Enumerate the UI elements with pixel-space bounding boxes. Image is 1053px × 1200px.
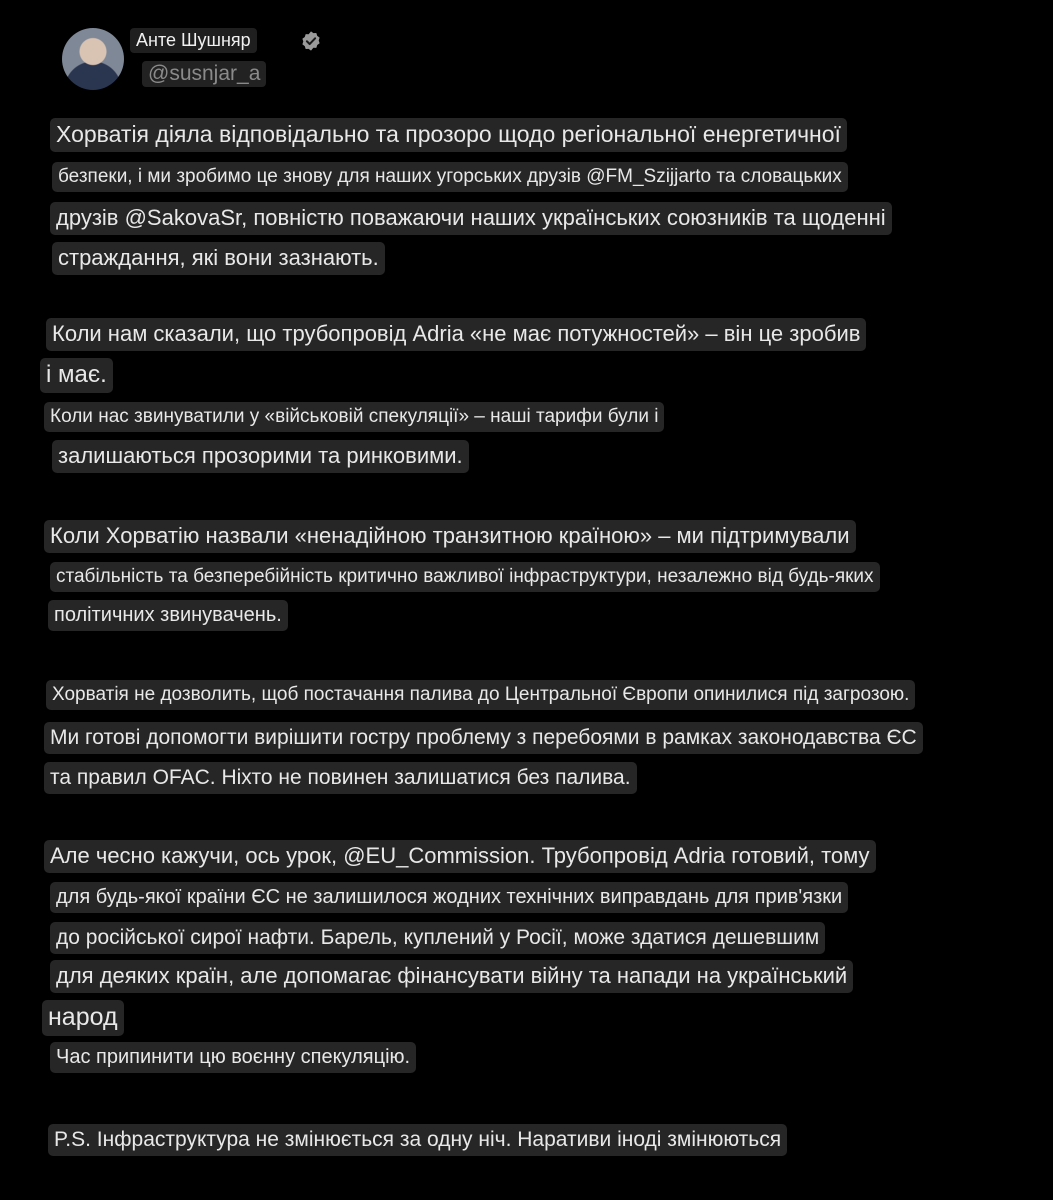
- tweet-line-3: друзів @SakovaSr, повністю поважаючи наших українських союзників та щоденні: [50, 202, 892, 235]
- tweet-line-7: Коли нас звинуватили у «військовій спекуляції» – наші тарифи були і: [44, 402, 664, 432]
- author-name[interactable]: Анте Шушняр: [130, 28, 257, 53]
- tweet-line-16: для будь-якої країни ЄС не залишилося жодних технічних виправдань для прив'язки: [50, 882, 848, 913]
- tweet-line-14: та правил OFAC. Ніхто не повинен залишатися без палива.: [44, 762, 637, 794]
- tweet-line-11: політичних звинувачень.: [48, 600, 288, 631]
- tweet-line-17: до російської сирої нафти. Барель, куплений у Росії, може здатися дешевшим: [50, 922, 825, 954]
- avatar[interactable]: [62, 28, 124, 90]
- tweet-line-21: P.S. Інфраструктура не змінюється за одну ніч. Наративи іноді змінюються: [48, 1124, 787, 1156]
- tweet-line-9: Коли Хорватію назвали «ненадійною транзитною країною» – ми підтримували: [44, 520, 856, 553]
- tweet-line-6: і має.: [40, 358, 113, 393]
- author-handle[interactable]: @susnjar_a: [142, 61, 266, 87]
- tweet-line-20: Час припинити цю воєнну спекуляцію.: [50, 1042, 416, 1073]
- tweet-line-4: страждання, які вони зазнають.: [52, 242, 385, 275]
- tweet-line-13: Ми готові допомогти вирішити гостру проблему з перебоями в рамках законодавства ЄС: [44, 722, 923, 754]
- tweet-header: [62, 24, 362, 94]
- tweet-line-18: для деяких країн, але допомагає фінансувати війну та напади на український: [50, 960, 853, 993]
- verified-badge-icon: [300, 30, 322, 52]
- tweet-line-10: стабільність та безперебійність критично важливої інфраструктури, незалежно від будь-яких: [50, 562, 880, 592]
- tweet-line-15: Але чесно кажучи, ось урок, @EU_Commission. Трубопровід Adria готовий, тому: [44, 840, 876, 873]
- tweet-line-5: Коли нам сказали, що трубопровід Adria «не має потужностей» – він це зробив: [46, 318, 866, 351]
- tweet-line-12: Хорватія не дозволить, щоб постачання палива до Центральної Європи опинилися під загрозою.: [46, 680, 915, 710]
- tweet-line-2: безпеки, і ми зробимо це знову для наших угорських друзів @FM_Szijjarto та словацьких: [52, 162, 848, 192]
- tweet-line-19: народ: [42, 1000, 124, 1036]
- tweet-line-1: Хорватія діяла відповідально та прозоро щодо регіональної енергетичної: [50, 118, 847, 152]
- tweet-line-8: залишаються прозорими та ринковими.: [52, 440, 469, 473]
